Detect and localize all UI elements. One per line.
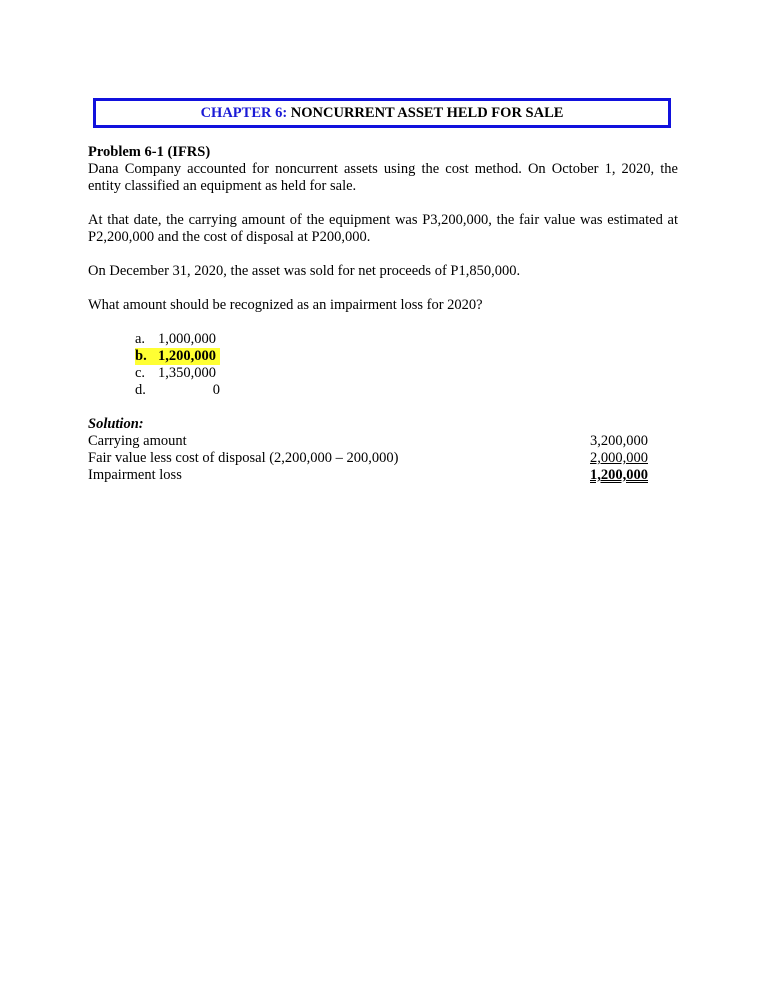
choice-letter: b. — [135, 348, 158, 365]
chapter-title: NONCURRENT ASSET HELD FOR SALE — [287, 104, 564, 121]
solution-row-carrying-amount — [88, 433, 678, 450]
solution-row-impairment-loss — [88, 467, 678, 484]
solution-title: Solution: — [88, 416, 144, 432]
answer-choices — [135, 331, 678, 399]
choice-letter: a. — [135, 331, 146, 347]
problem-question: What amount should be recognized as an impairment loss for 2020? — [88, 297, 483, 313]
choice-value: 1,000,000 — [158, 331, 216, 347]
solution-label: Fair value less cost of disposal (2,200,000 – 200,000) — [88, 450, 399, 466]
choice-c — [135, 365, 678, 382]
solution-label: Carrying amount — [88, 433, 187, 449]
chapter-number: CHAPTER 6: — [200, 104, 288, 121]
document-content — [88, 144, 678, 484]
choice-d — [135, 382, 678, 399]
choice-letter: c. — [135, 365, 146, 381]
solution-row-fair-value — [88, 450, 678, 467]
choice-a — [135, 331, 678, 348]
solution-amount: 3,200,000 — [590, 433, 648, 449]
choice-b-correct — [135, 348, 678, 365]
problem-paragraph-3: On December 31, 2020, the asset was sold for net proceeds of P1,850,000. — [88, 263, 521, 279]
choice-value: 0 — [212, 382, 220, 398]
problem-paragraph-2: At that date, the carrying amount of the equipment was P3,200,000, the fair value was estimated at P2,200,000 and the cost of disposal at P200,000. — [88, 212, 678, 245]
solution-total-amount: 1,200,000 — [590, 467, 648, 483]
problem-title: Problem 6-1 (IFRS) — [88, 144, 211, 160]
choice-letter: d. — [135, 382, 146, 398]
chapter-header-box — [93, 98, 671, 128]
problem-paragraph-1: Dana Company accounted for noncurrent assets using the cost method. On October 1, 2020, the entity classified an equipment as held for sale. — [88, 161, 678, 194]
solution-amount: 2,000,000 — [590, 450, 648, 466]
solution-label: Impairment loss — [88, 467, 182, 483]
choice-value: 1,200,000 — [158, 348, 220, 365]
choice-value: 1,350,000 — [158, 365, 216, 381]
